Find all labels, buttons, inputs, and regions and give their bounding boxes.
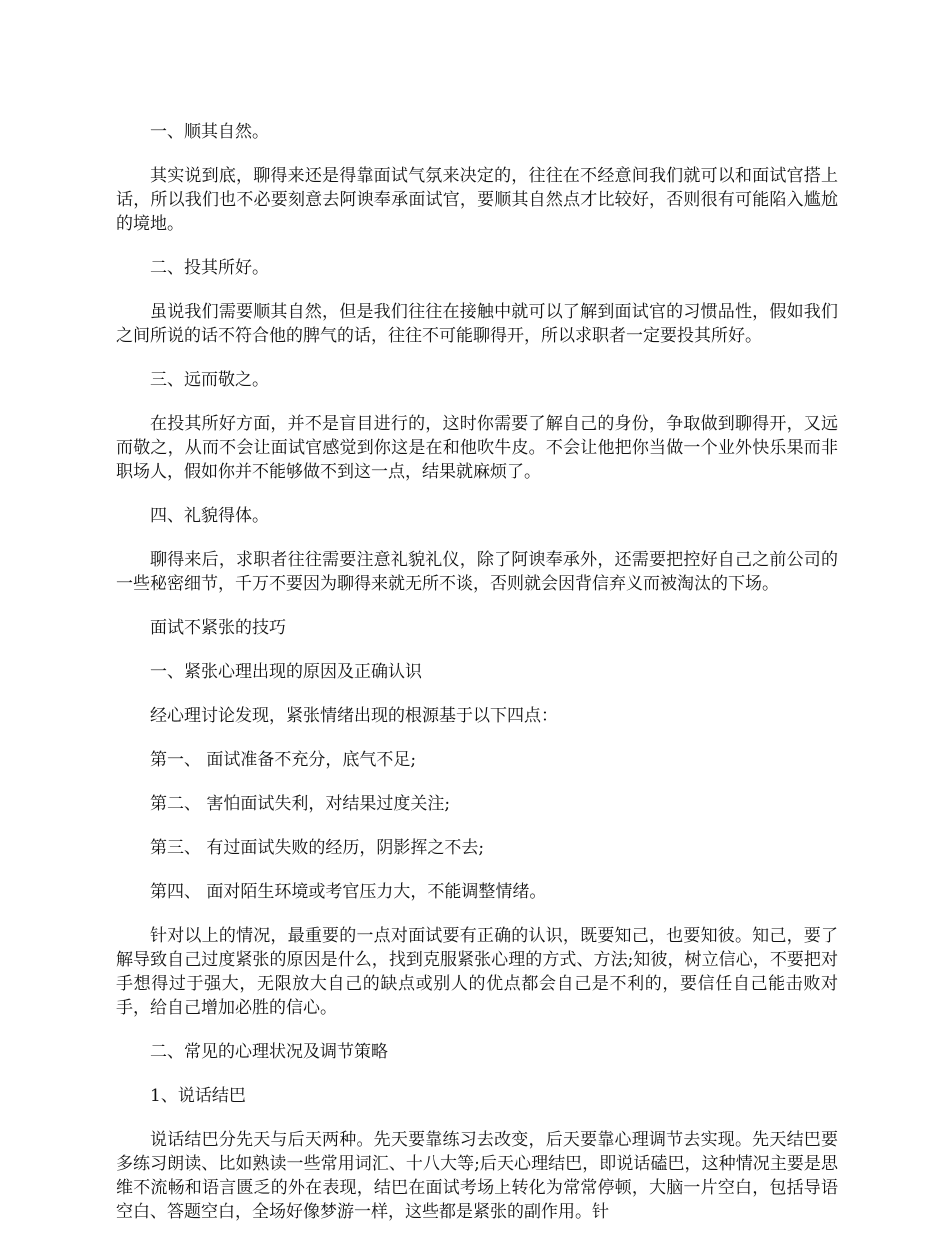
section-heading-1: 一、顺其自然。 [150,122,269,142]
section-heading-3: 三、远而敬之。 [150,370,269,390]
paragraph-3: 在投其所好方面，并不是盲目进行的，这时你需要了解自己的身份，争取做到聊得开，又远而敬之，从而不会让面试官感觉到你这是在和他吹牛皮。不会让他把你当做一个业外快乐果而非职场人，假如你并不能够做不到这一点，结果就麻烦了。 [116,414,838,482]
list-item-3: 第三、 有过面试失败的经历，阴影挥之不去; [150,838,485,858]
paragraph-6: 说话结巴分先天与后天两种。先天要靠练习去改变，后天要靠心理调节去实现。先天结巴要多练习朗读、比如熟读一些常用词汇、十八大等;后天心理结巴，即说话磕巴，这种情况主要是思维不流畅和语言匮乏的外在表现，结巴在面试考场上转化为常常停顿，大脑一片空白，包括导语空白、答题空白，全场好像梦游一样，这些都是紧张的副作用。针 [116,1130,838,1222]
section-heading-4: 四、礼貌得体。 [150,506,269,526]
document-page [116,120,838,1244]
list-item-2: 第二、 害怕面试失利，对结果过度关注; [150,794,451,814]
article-subtitle: 面试不紧张的技巧 [150,618,286,638]
paragraph-2: 虽说我们需要顺其自然，但是我们往往在接触中就可以了解到面试官的习惯品性，假如我们之间所说的话不符合他的脾气的话，往往不可能聊得开，所以求职者一定要投其所好。 [116,302,838,346]
intro-line: 经心理讨论发现，紧张情绪出现的根源基于以下四点： [150,706,558,726]
list-item-4: 第四、 面对陌生环境或考官压力大，不能调整情绪。 [150,882,547,902]
paragraph-5: 针对以上的情况，最重要的一点对面试要有正确的认识，既要知己，也要知彼。知己，要了解导致自己过度紧张的原因是什么，找到克服紧张心理的方式、方法;知彼，树立信心，不要把对手想得过于强大，无限放大自己的缺点或别人的优点都会自己是不利的，要信任自己能击败对手，给自己增加必胜的信心。 [116,926,838,1018]
subsection-heading-1: 1、说话结巴 [150,1086,246,1106]
section-heading-6: 二、常见的心理状况及调节策略 [150,1042,388,1062]
section-heading-2: 二、投其所好。 [150,258,269,278]
paragraph-1: 其实说到底，聊得来还是得靠面试气氛来决定的，往往在不经意间我们就可以和面试官搭上话，所以我们也不必要刻意去阿谀奉承面试官，要顺其自然点才比较好，否则很有可能陷入尴尬的境地。 [116,166,838,234]
list-item-1: 第一、 面试准备不充分，底气不足; [150,750,417,770]
paragraph-4: 聊得来后，求职者往往需要注意礼貌礼仪，除了阿谀奉承外，还需要把控好自己之前公司的一些秘密细节，千万不要因为聊得来就无所不谈，否则就会因背信弃义而被淘汰的下场。 [116,550,838,594]
section-heading-5: 一、紧张心理出现的原因及正确认识 [150,662,422,682]
